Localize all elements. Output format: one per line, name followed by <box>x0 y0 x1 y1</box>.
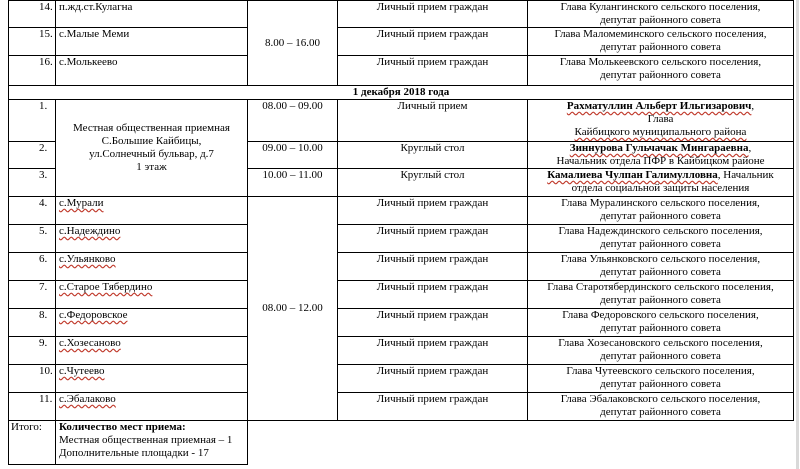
row-number: 4. <box>9 197 56 225</box>
official-name: Зиннурова Гульчачак Мингараевна <box>569 142 749 154</box>
responsible-cell <box>528 28 794 56</box>
official-position: отдела социальной защиты населения <box>571 182 750 194</box>
place-cell <box>56 309 248 337</box>
office-floor: 1 этаж <box>136 161 167 173</box>
place-cell: п.жд.ст.Кулагна <box>56 1 248 28</box>
person-line: Глава Ульянковского сельского поселения, <box>560 253 761 265</box>
time-cell: 10.00 – 11.00 <box>248 169 338 197</box>
table-row <box>9 197 794 225</box>
place-cell <box>56 365 248 393</box>
totals-cell <box>56 421 248 465</box>
page-edge <box>796 0 799 469</box>
person-line: депутат районного совета <box>600 210 721 222</box>
totals-line: Дополнительные площадки - 17 <box>59 447 209 459</box>
responsible-cell <box>528 365 794 393</box>
document-page <box>8 0 793 465</box>
place-cell <box>56 253 248 281</box>
row-number: 7. <box>9 281 56 309</box>
row-number: 1. <box>9 100 56 142</box>
place-name: с.Мурали <box>59 197 104 209</box>
event-type-cell: Личный прием граждан <box>338 309 528 337</box>
row-number: 10. <box>9 365 56 393</box>
place-name: с.Надеждино <box>59 225 121 237</box>
table-row <box>9 365 794 393</box>
person-line: Глава Надеждинского сельского поселения, <box>558 225 763 237</box>
row-number: 6. <box>9 253 56 281</box>
time-cell: 08.00 – 09.00 <box>248 100 338 142</box>
place-cell <box>56 393 248 421</box>
table-row <box>9 337 794 365</box>
table-row <box>9 225 794 253</box>
responsible-cell <box>528 393 794 421</box>
table-row <box>9 1 794 28</box>
table-row <box>9 281 794 309</box>
place-name: с.Чутеево <box>59 365 105 377</box>
place-cell <box>56 281 248 309</box>
person-line: депутат районного совета <box>600 406 721 418</box>
event-type-cell: Личный прием граждан <box>338 365 528 393</box>
event-type-cell: Личный прием граждан <box>338 225 528 253</box>
place-name: с.Федоровское <box>59 309 128 321</box>
responsible-cell <box>528 56 794 86</box>
person-line: депутат районного совета <box>600 294 721 306</box>
person-line: депутат районного совета <box>600 378 721 390</box>
official-position: Начальник отдела ПФР в Кайбицком районе <box>556 155 765 167</box>
row-number: 14. <box>9 1 56 28</box>
person-line: депутат районного совета <box>600 14 721 26</box>
table-row <box>9 100 794 142</box>
person-line: депутат районного совета <box>600 41 721 53</box>
event-type-cell: Личный прием граждан <box>338 1 528 28</box>
name-suffix: , Начальник <box>717 169 774 181</box>
person-line: Глава Эбалаковского сельского поселения, <box>560 393 761 405</box>
office-street: ул.Солнечный бульвар, д.7 <box>89 148 214 160</box>
date-row <box>9 86 794 100</box>
person-line: Глава Молькеевского сельского поселения, <box>559 56 762 68</box>
place-name: с.Хозесаново <box>59 337 121 349</box>
event-type-cell: Личный прием граждан <box>338 393 528 421</box>
official-position: Глава <box>647 113 674 125</box>
person-line: Глава Чутеевского сельского поселения, <box>566 365 755 377</box>
totals-heading: Количество мест приема: <box>59 421 186 433</box>
responsible-cell <box>528 100 794 142</box>
responsible-cell <box>528 197 794 225</box>
row-number: 5. <box>9 225 56 253</box>
responsible-cell <box>528 281 794 309</box>
event-type-cell: Личный прием граждан <box>338 337 528 365</box>
responsible-cell <box>528 337 794 365</box>
person-line: депутат районного совета <box>600 266 721 278</box>
responsible-cell <box>528 142 794 169</box>
row-number: 16. <box>9 56 56 86</box>
name-suffix: , <box>748 142 752 154</box>
name-suffix: , <box>751 100 755 112</box>
place-cell <box>56 225 248 253</box>
person-line: депутат районного совета <box>600 238 721 250</box>
person-line: Глава Федоровского сельского поселения, <box>562 309 759 321</box>
place-name: с.Эбалаково <box>59 393 116 405</box>
official-name: Камалиева Чулпан Галимулловна <box>547 169 718 181</box>
person-line: депутат районного совета <box>600 69 721 81</box>
row-number: 15. <box>9 28 56 56</box>
responsible-cell <box>528 253 794 281</box>
event-type-cell: Личный прием граждан <box>338 28 528 56</box>
row-number: 3. <box>9 169 56 197</box>
totals-row <box>9 421 794 465</box>
event-type-cell: Личный прием граждан <box>338 253 528 281</box>
office-village: С.Большие Кайбицы, <box>101 135 202 147</box>
time-cell: 08.00 – 12.00 <box>248 197 338 421</box>
table-row <box>9 56 794 86</box>
responsible-cell <box>528 169 794 197</box>
totals-label: Итого: <box>9 421 56 465</box>
person-line: Глава Кулангинского сельского поселения, <box>560 1 761 13</box>
time-cell: 09.00 – 10.00 <box>248 142 338 169</box>
event-type-cell: Личный прием граждан <box>338 281 528 309</box>
reception-schedule-table <box>8 0 794 465</box>
person-line: Глава Хозесановского сельского поселения, <box>558 337 763 349</box>
place-cell <box>56 197 248 225</box>
event-type-cell: Круглый стол <box>338 169 528 197</box>
person-line: депутат районного совета <box>600 322 721 334</box>
event-type-cell: Личный прием <box>338 100 528 142</box>
row-number: 11. <box>9 393 56 421</box>
responsible-cell <box>528 309 794 337</box>
empty-cell <box>248 421 794 465</box>
person-line: Глава Муралинского сельского поселения, <box>561 197 760 209</box>
responsible-cell <box>528 1 794 28</box>
place-name: с.Ульянково <box>59 253 116 265</box>
event-type-cell: Личный прием граждан <box>338 56 528 86</box>
table-row <box>9 393 794 421</box>
event-type-cell: Круглый стол <box>338 142 528 169</box>
person-line: Глава Маломеминского сельского поселения, <box>554 28 767 40</box>
event-type-cell: Личный прием граждан <box>338 197 528 225</box>
date-header: 1 декабря 2018 года <box>9 86 794 100</box>
row-number: 8. <box>9 309 56 337</box>
office-address-cell <box>56 100 248 197</box>
official-name: Рахматуллин Альберт Ильгизарович <box>566 100 752 112</box>
table-row <box>9 309 794 337</box>
place-name: с.Старое Тябердино <box>59 281 153 293</box>
person-line: депутат районного совета <box>600 350 721 362</box>
responsible-cell <box>528 225 794 253</box>
row-number: 9. <box>9 337 56 365</box>
row-number: 2. <box>9 142 56 169</box>
place-cell <box>56 337 248 365</box>
totals-line: Местная общественная приемная – 1 <box>59 434 233 446</box>
place-cell: с.Малые Меми <box>56 28 248 56</box>
table-row <box>9 253 794 281</box>
office-name: Местная общественная приемная <box>73 122 230 134</box>
table-row <box>9 28 794 56</box>
time-cell: 8.00 – 16.00 <box>248 1 338 86</box>
place-cell: с.Молькеево <box>56 56 248 86</box>
person-line: Глава Старотябердинского сельского поселения, <box>547 281 774 293</box>
official-position: Кайбицкого муниципального района <box>574 126 747 138</box>
